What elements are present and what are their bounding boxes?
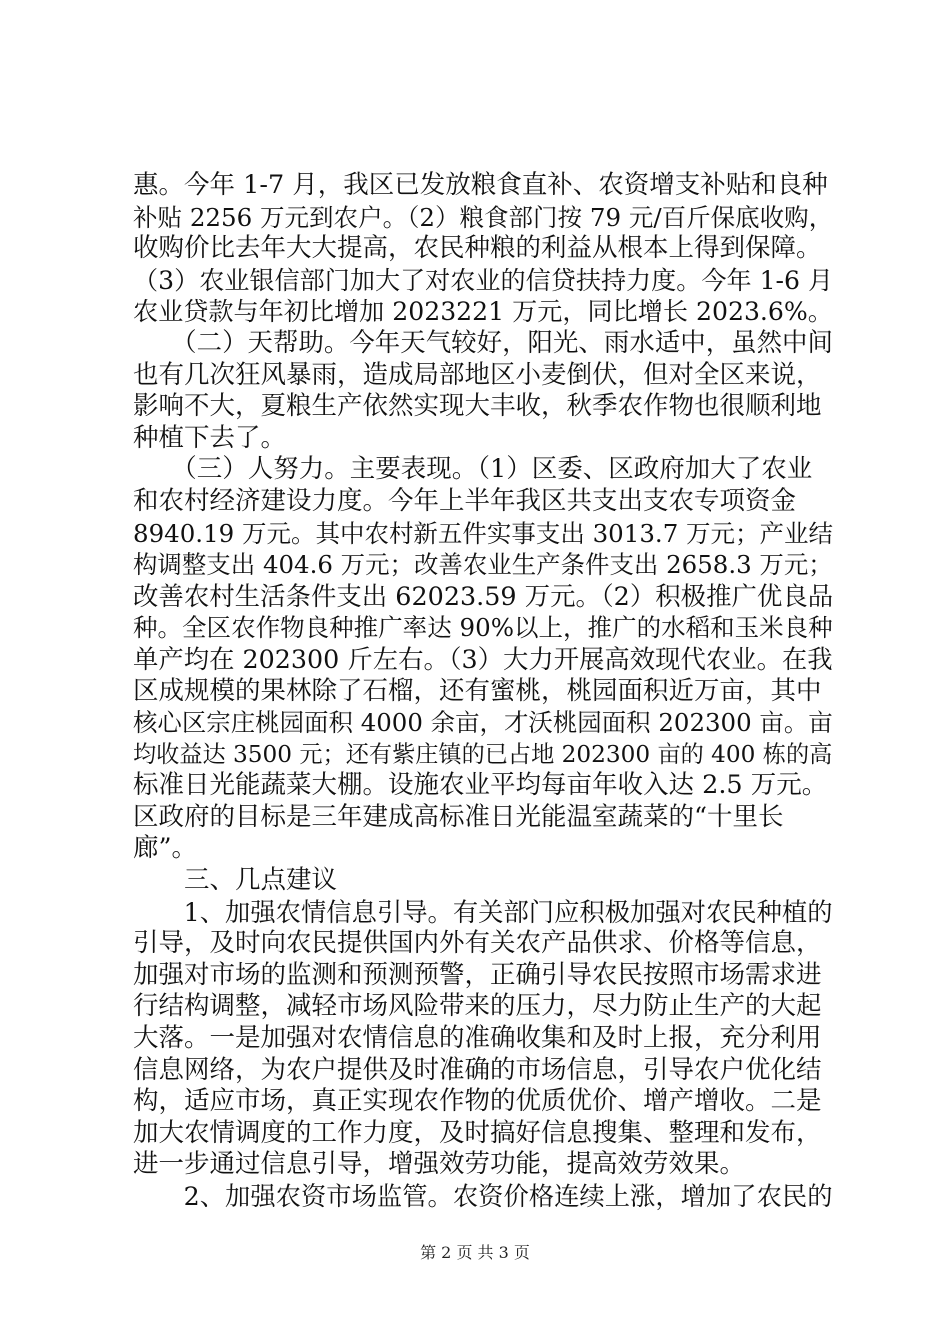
text-line: 补贴 2256 万元到农户。（2）粮食部门按 79 元/百斤保底收购， bbox=[133, 202, 834, 232]
text-line: 种。全区农作物良种推广率达 90%以上，推广的水稻和玉米良种 bbox=[133, 613, 833, 643]
text-line: 8940.19 万元。其中农村新五件实事支出 3013.7 万元；产业结 bbox=[133, 518, 833, 548]
text-line: 加强对市场的监测和预测预警，正确引导农民按照市场需求进 bbox=[133, 959, 822, 990]
text-line: 三、几点建议 bbox=[133, 865, 338, 896]
text-line: 大落。一是加强对农情信息的准确收集和及时上报，充分利用 bbox=[133, 1023, 822, 1054]
text-line: 引导，及时向农民提供国内外有关农产品供求、价格等信息， bbox=[133, 928, 822, 959]
text-line: 区政府的目标是三年建成高标准日光能温室蔬菜的“十里长 bbox=[133, 801, 784, 832]
text-line: 惠。今年 1-7 月，我区已发放粮食直补、农资增支补贴和良种 bbox=[133, 170, 828, 200]
text-line: 均收益达 3500 元；还有紫庄镇的已占地 202300 亩的 400 栋的高 bbox=[133, 740, 833, 768]
text-line: （三）人努力。主要表现。（1）区委、区政府加大了农业 bbox=[133, 454, 813, 485]
text-line: （3）农业银信部门加大了对农业的信贷扶持力度。今年 1-6 月 bbox=[133, 265, 834, 295]
text-line: 收购价比去年大大提高，农民种粮的利益从根本上得到保障。 bbox=[133, 233, 822, 264]
text-line: 构，适应市场，真正实现农作物的优质优价、增产增收。二是 bbox=[133, 1086, 822, 1117]
text-line: 改善农村生活条件支出 62023.59 万元。（2）积极推广优良品 bbox=[133, 580, 834, 611]
text-line: 1、加强农情信息引导。有关部门应积极加强对农民种植的 bbox=[133, 896, 833, 927]
text-line: 农业贷款与年初比增加 2023221 万元，同比增长 2023.6%。 bbox=[133, 297, 833, 327]
text-line: 行结构调整，减轻市场风险带来的压力，尽力防止生产的大起 bbox=[133, 991, 822, 1022]
text-line: （二）天帮助。今年天气较好，阳光、雨水适中，虽然中间 bbox=[133, 327, 833, 358]
text-line: 区成规模的果林除了石榴，还有蜜桃，桃园面积近万亩，其中 bbox=[133, 675, 822, 706]
text-line: 和农村经济建设力度。今年上半年我区共支出支农专项资金 bbox=[133, 485, 797, 516]
text-line: 单产均在 202300 斤左右。（3）大力开展高效现代农业。在我 bbox=[133, 643, 833, 674]
text-line: 进一步通过信息引导，增强效劳功能，提高效劳效果。 bbox=[133, 1149, 746, 1180]
text-line: 种植下去了。 bbox=[133, 422, 287, 453]
text-line: 廊”。 bbox=[133, 833, 198, 864]
text-line: 信息网络，为农户提供及时准确的市场信息，引导农户优化结 bbox=[133, 1054, 822, 1085]
text-line: 也有几次狂风暴雨，造成局部地区小麦倒伏，但对全区来说， bbox=[133, 359, 822, 390]
body-text bbox=[133, 170, 833, 1213]
text-line: 影响不大，夏粮生产依然实现大丰收，秋季农作物也很顺利地 bbox=[133, 391, 822, 422]
text-line: 核心区宗庄桃园面积 4000 余亩，才沃桃园面积 202300 亩。亩 bbox=[133, 708, 833, 738]
text-line: 加大农情调度的工作力度，及时搞好信息搜集、整理和发布， bbox=[133, 1117, 822, 1148]
text-line: 标准日光能蔬菜大棚。设施农业平均每亩年收入达 2.5 万元。 bbox=[133, 770, 828, 801]
page-footer: 第 2 页 共 3 页 bbox=[420, 1243, 530, 1262]
text-line: 2、加强农资市场监管。农资价格连续上涨，增加了农民的 bbox=[133, 1181, 833, 1211]
text-line: 构调整支出 404.6 万元；改善农业生产条件支出 2658.3 万元； bbox=[133, 550, 833, 580]
